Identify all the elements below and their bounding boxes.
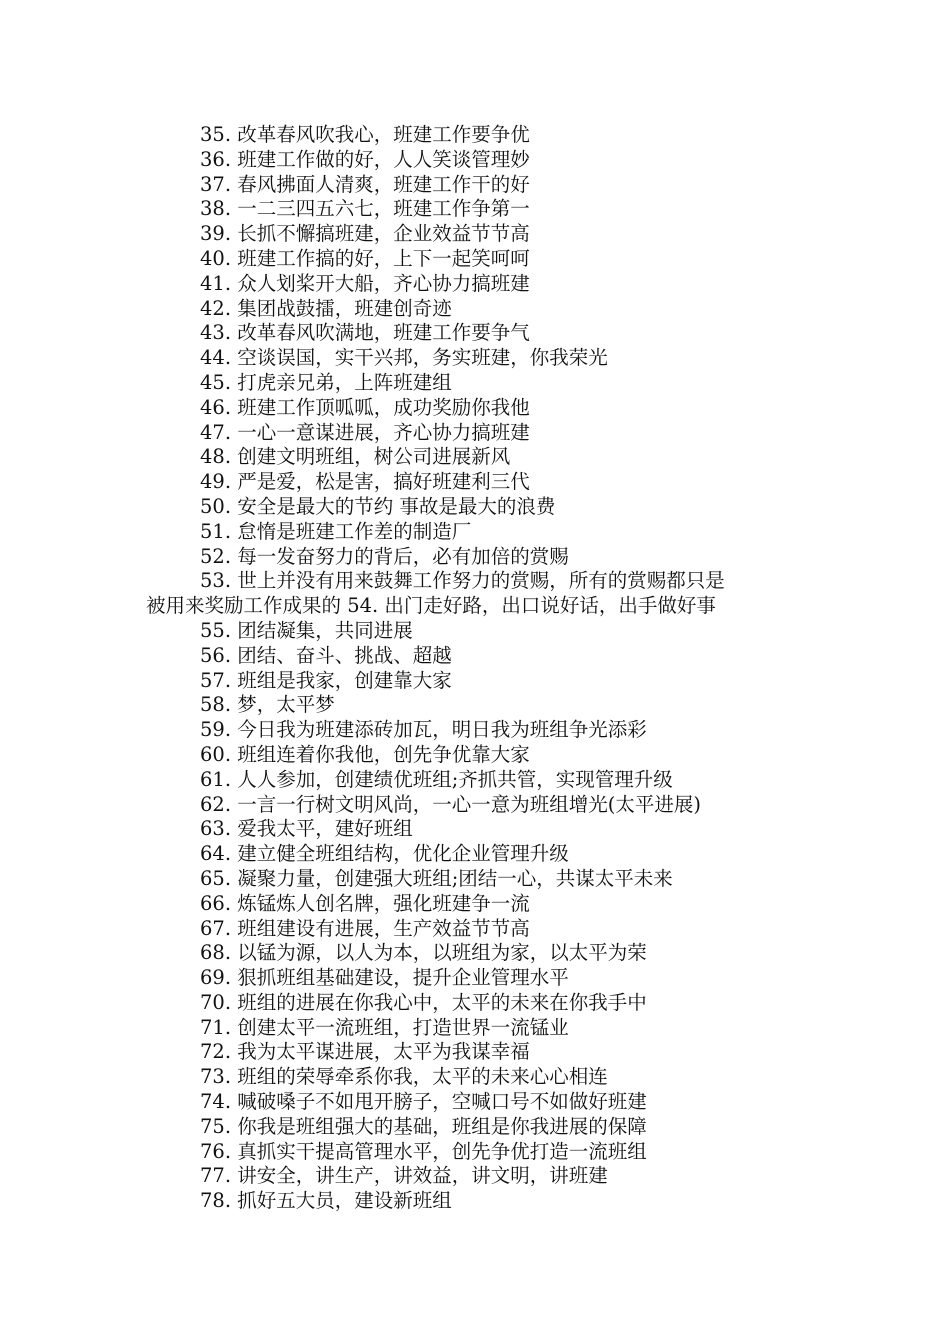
- slogan-line: 42. 集团战鼓擂，班建创奇迹: [200, 296, 452, 320]
- slogan-line: 78. 抓好五大员，建设新班组: [200, 1189, 452, 1213]
- slogan-line: 41. 众人划桨开大船，齐心协力搞班建: [200, 271, 530, 295]
- slogan-line: 69. 狠抓班组基础建设，提升企业管理水平: [200, 966, 569, 990]
- slogan-line: 71. 创建太平一流班组，打造世界一流锰业: [200, 1015, 569, 1039]
- slogan-line: 64. 建立健全班组结构，优化企业管理升级: [200, 842, 569, 866]
- slogan-line: 49. 严是爱，松是害，搞好班建利三代: [200, 470, 530, 494]
- slogan-line: 51. 怠惰是班建工作差的制造厂: [200, 519, 472, 543]
- slogan-line: 45. 打虎亲兄弟，上阵班建组: [200, 370, 452, 394]
- slogan-line: 59. 今日我为班建添砖加瓦，明日我为班组争光添彩: [200, 718, 647, 742]
- slogan-line: 72. 我为太平谋进展，太平为我谋幸福: [200, 1040, 530, 1064]
- slogan-line: 47. 一心一意谋进展，齐心协力搞班建: [200, 420, 530, 444]
- slogan-line: 35. 改革春风吹我心，班建工作要争优: [200, 123, 530, 146]
- slogan-line: 73. 班组的荣辱牵系你我，太平的未来心心相连: [200, 1065, 608, 1089]
- slogan-line: 36. 班建工作做的好，人人笑谈管理妙: [200, 147, 530, 171]
- slogan-line: 77. 讲安全，讲生产，讲效益，讲文明，讲班建: [200, 1164, 608, 1188]
- slogan-line: 52. 每一发奋努力的背后，必有加倍的赏赐: [200, 544, 569, 568]
- slogan-line: 38. 一二三四五六七，班建工作争第一: [200, 197, 530, 221]
- slogan-line: 74. 喊破嗓子不如甩开膀子，空喊口号不如做好班建: [200, 1090, 647, 1114]
- slogan-list: [146, 123, 810, 1214]
- slogan-line: 67. 班组建设有进展，生产效益节节高: [200, 916, 530, 940]
- slogan-line: 50. 安全是最大的节约 事故是最大的浪费: [200, 494, 556, 518]
- slogan-line: 68. 以锰为源，以人为本，以班组为家，以太平为荣: [200, 941, 647, 965]
- slogan-line: 37. 春风拂面人清爽，班建工作干的好: [200, 172, 530, 196]
- slogan-line: 46. 班建工作顶呱呱，成功奖励你我他: [200, 395, 530, 419]
- slogan-line: 63. 爱我太平，建好班组: [200, 817, 413, 841]
- slogan-line: 39. 长抓不懈搞班建，企业效益节节高: [200, 222, 530, 246]
- slogan-line: 57. 班组是我家，创建靠大家: [200, 668, 452, 692]
- slogan-line: 58. 梦，太平梦: [200, 693, 335, 717]
- slogan-line: 56. 团结、奋斗、挑战、超越: [200, 643, 452, 667]
- slogan-line: 65. 凝聚力量，创建强大班组;团结一心，共谋太平未来: [200, 866, 673, 890]
- slogan-line: 40. 班建工作搞的好，上下一起笑呵呵: [200, 246, 530, 270]
- slogan-line: 62. 一言一行树文明风尚，一心一意为班组增光(太平进展): [200, 792, 701, 816]
- slogan-line: 43. 改革春风吹满地，班建工作要争气: [200, 321, 530, 345]
- slogan-line: 61. 人人参加，创建绩优班组;齐抓共管，实现管理升级: [200, 767, 673, 791]
- slogan-line: 70. 班组的进展在你我心中，太平的未来在你我手中: [200, 990, 647, 1014]
- slogan-line: 被用来奖励工作成果的 54. 出门走好路，出口说好话，出手做好事: [146, 594, 716, 618]
- slogan-line: 60. 班组连着你我他，创先争优靠大家: [200, 742, 530, 766]
- slogan-line: 55. 团结凝集，共同进展: [200, 618, 413, 642]
- slogan-line: 66. 炼锰炼人创名牌，强化班建争一流: [200, 891, 530, 915]
- slogan-line: 44. 空谈误国，实干兴邦，务实班建，你我荣光: [200, 346, 608, 370]
- slogan-line: 75. 你我是班组强大的基础，班组是你我进展的保障: [200, 1114, 647, 1138]
- slogan-line: 53. 世上并没有用来鼓舞工作努力的赏赐，所有的赏赐都只是: [200, 569, 725, 593]
- slogan-line: 48. 创建文明班组，树公司进展新风: [200, 445, 511, 469]
- slogan-line: 76. 真抓实干提高管理水平，创先争优打造一流班组: [200, 1139, 647, 1163]
